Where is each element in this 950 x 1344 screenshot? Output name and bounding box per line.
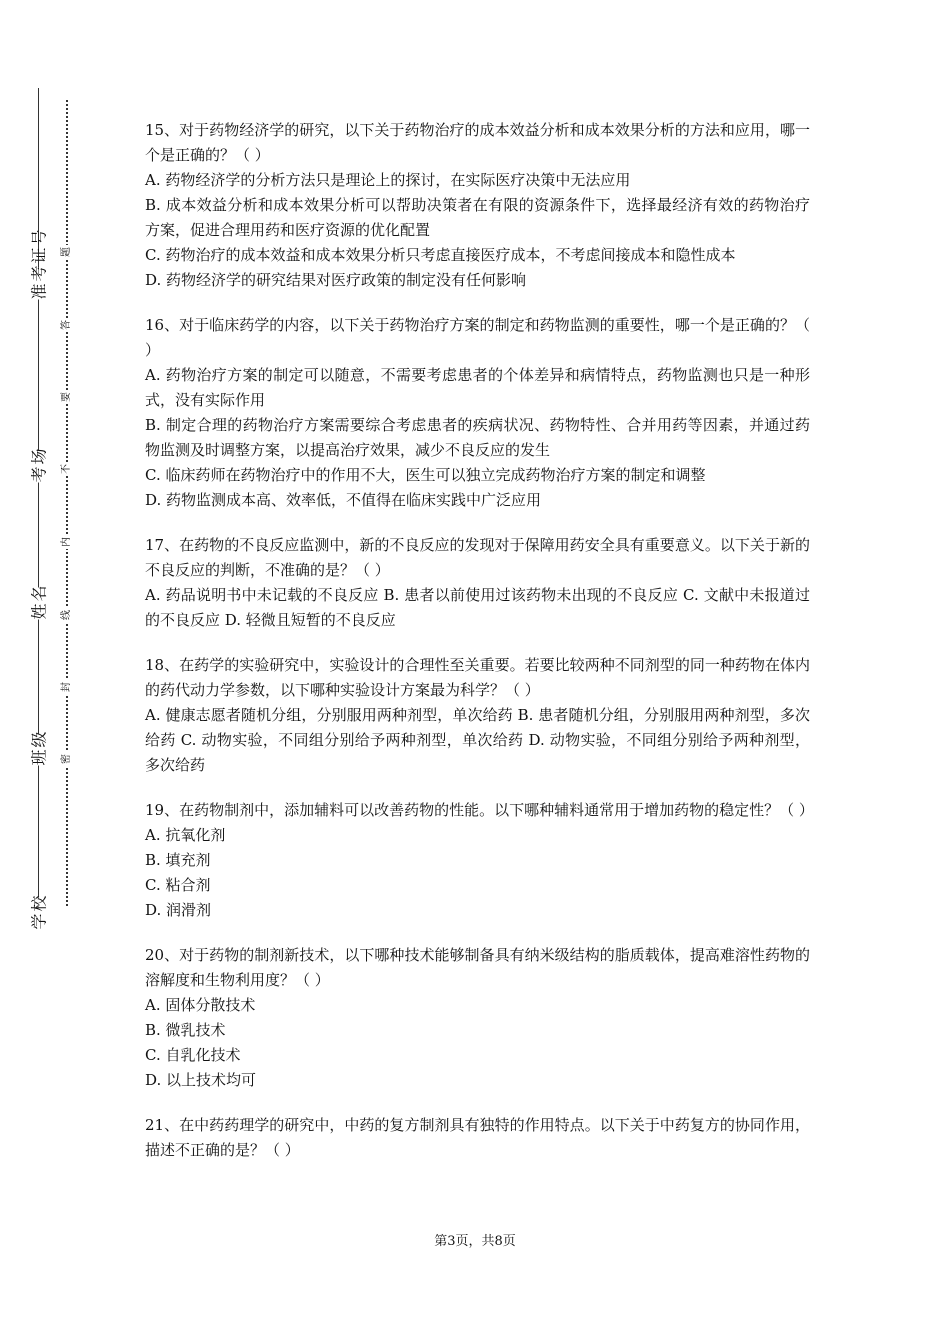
options-inline: A. 药品说明书中未记载的不良反应 B. 患者以前使用过该药物未出现的不良反应 C. 文献中未报道过的不良反应 D. 轻微且短暂的不良反应 — [145, 586, 810, 629]
question-20 — [145, 943, 810, 1093]
page-number: 第3页，共8页 — [434, 1234, 516, 1249]
question-stem: 21、在中药药理学的研究中，中药的复方制剂具有独特的作用特点。以下关于中药复方的协同作用，描述不正确的是？（ ） — [145, 1116, 810, 1159]
seal-char: 线 — [61, 610, 72, 620]
option-d: D. 以上技术均可 — [145, 1071, 257, 1089]
option-c: C. 临床药师在药物治疗中的作用不大，医生可以独立完成药物治疗方案的制定和调整 — [145, 466, 706, 484]
question-stem: 16、对于临床药学的内容，以下关于药物治疗方案的制定和药物监测的重要性，哪一个是正确的？（ ） — [145, 316, 810, 359]
option-a: A. 固体分散技术 — [145, 996, 256, 1014]
option-b: B. 制定合理的药物治疗方案需要综合考虑患者的疾病状况、药物特性、合并用药等因素，并通过药物监测及时调整方案，以提高治疗效果，减少不良反应的发生 — [145, 416, 810, 459]
question-19 — [145, 798, 814, 923]
option-a: A. 药物治疗方案的制定可以随意，不需要考虑患者的个体差异和病情特点，药物监测也只是一种形式，没有实际作用 — [145, 366, 810, 409]
option-d: D. 润滑剂 — [145, 901, 212, 919]
question-stem: 17、在药物的不良反应监测中，新的不良反应的发现对于保障用药安全具有重要意义。以下关于新的不良反应的判断，不准确的是？（ ） — [145, 536, 810, 579]
field-name: 姓名 — [27, 588, 50, 620]
option-d: D. 药物监测成本高、效率低，不值得在临床实践中广泛应用 — [145, 491, 542, 509]
question-stem: 20、对于药物的制剂新技术，以下哪种技术能够制备具有纳米级结构的脂质载体，提高难溶性药物的溶解度和生物利用度？（ ） — [145, 946, 810, 989]
question-stem: 15、对于药物经济学的研究，以下关于药物治疗的成本效益分析和成本效果分析的方法和应用，哪一个是正确的？（ ） — [145, 121, 810, 164]
question-18 — [145, 653, 810, 778]
seal-char: 要 — [61, 392, 72, 402]
option-d: D. 药物经济学的研究结果对医疗政策的制定没有任何影响 — [145, 271, 527, 289]
seal-char: 答 — [61, 320, 72, 330]
question-21 — [145, 1113, 810, 1163]
option-a: A. 药物经济学的分析方法只是理论上的探讨，在实际医疗决策中无法应用 — [145, 171, 631, 189]
question-stem: 19、在药物制剂中，添加辅料可以改善药物的性能。以下哪种辅料通常用于增加药物的稳定性？（ ） — [145, 801, 814, 819]
seal-char: 内 — [61, 537, 72, 547]
seal-char: 封 — [61, 682, 72, 692]
options-inline: A. 健康志愿者随机分组，分别服用两种剂型，单次给药 B. 患者随机分组，分别服用两种剂型，多次给药 C. 动物实验，不同组分别给予两种剂型，单次给药 D. 动物实验，不同组分别给予两种剂型，多次给药 — [145, 706, 810, 774]
question-list — [145, 118, 814, 1183]
seal-char: 密 — [61, 754, 72, 764]
question-16 — [145, 313, 810, 513]
field-class: 班级 — [27, 734, 50, 766]
option-b: B. 成本效益分析和成本效果分析可以帮助决策者在有限的资源条件下，选择最经济有效的药物治疗方案，促进合理用药和医疗资源的优化配置 — [145, 196, 810, 239]
binding-line — [38, 88, 39, 926]
option-b: B. 填充剂 — [145, 851, 211, 869]
seal-dotted-line — [66, 100, 68, 906]
option-a: A. 抗氧化剂 — [145, 826, 226, 844]
field-exam-room: 考场 — [27, 451, 50, 483]
option-b: B. 微乳技术 — [145, 1021, 226, 1039]
question-15 — [145, 118, 810, 293]
field-exam-number: 准考证号 — [27, 268, 50, 300]
question-17 — [145, 533, 810, 633]
field-school: 学校 — [27, 898, 50, 930]
seal-char: 题 — [61, 247, 72, 257]
option-c: C. 药物治疗的成本效益和成本效果分析只考虑直接医疗成本，不考虑间接成本和隐性成本 — [145, 246, 736, 264]
question-stem: 18、在药学的实验研究中，实验设计的合理性至关重要。若要比较两种不同剂型的同一种药物在体内的药代动力学参数，以下哪种实验设计方案最为科学？（ ） — [145, 656, 810, 699]
seal-char: 不 — [61, 464, 72, 474]
option-c: C. 自乳化技术 — [145, 1046, 241, 1064]
option-c: C. 粘合剂 — [145, 876, 211, 894]
